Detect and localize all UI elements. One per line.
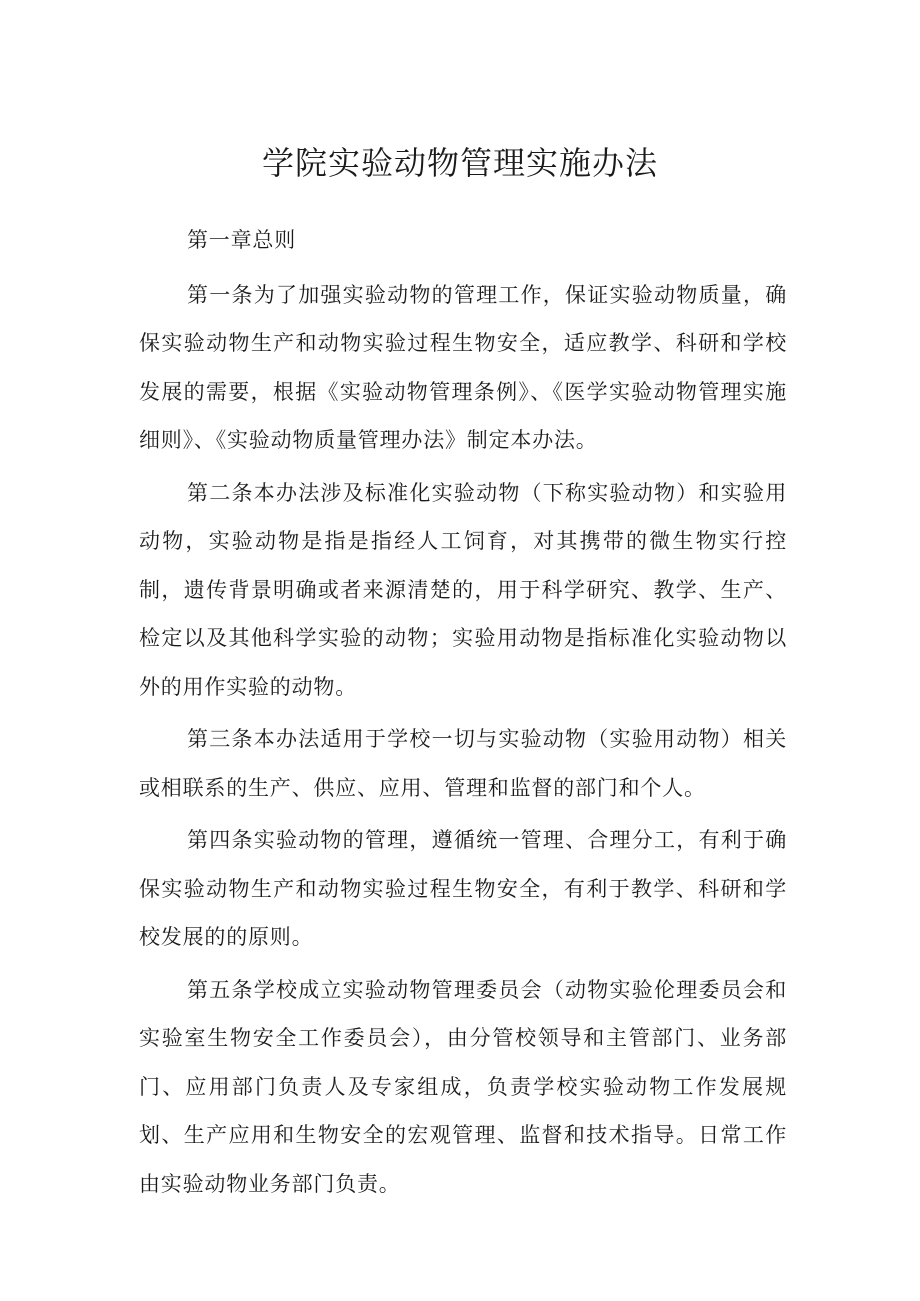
article-2-paragraph: 第二条本办法涉及标准化实验动物（下称实验动物）和实验用动物，实验动物是指是指经人工饲育，对其携带的微生物实行控制，遗传背景明确或者来源清楚的，用于科学研究、教学、生产、检定以及其他科学实验的动物；实验用动物是指标准化实验动物以外的用作实验的动物。 xyxy=(139,480,787,699)
article-5-paragraph: 第五条学校成立实验动物管理委员会（动物实验伦理委员会和实验室生物安全工作委员会），由分管校领导和主管部门、业务部门、应用部门负责人及专家组成，负责学校实验动物工作发展规划、生产应用和生物安全的宏观管理、监督和技术指导。日常工作由实验动物业务部门负责。 xyxy=(139,977,787,1196)
document-body xyxy=(139,216,787,1212)
article-4-paragraph: 第四条实验动物的管理，遵循统一管理、合理分工，有利于确保实验动物生产和动物实验过程生物安全，有利于教学、科研和学校发展的的原则。 xyxy=(139,828,787,949)
document-title: 学院实验动物管理实施办法 xyxy=(261,144,658,182)
article-1-paragraph: 第一条为了加强实验动物的管理工作，保证实验动物质量，确保实验动物生产和动物实验过程生物安全，适应教学、科研和学校发展的需要，根据《实验动物管理条例》、《医学实验动物管理实施细则》、《实验动物质量管理办法》制定本办法。 xyxy=(139,282,787,452)
chapter-heading: 第一章总则 xyxy=(187,228,296,252)
article-3-paragraph: 第三条本办法适用于学校一切与实验动物（实验用动物）相关或相联系的生产、供应、应用、管理和监督的部门和个人。 xyxy=(139,727,787,800)
